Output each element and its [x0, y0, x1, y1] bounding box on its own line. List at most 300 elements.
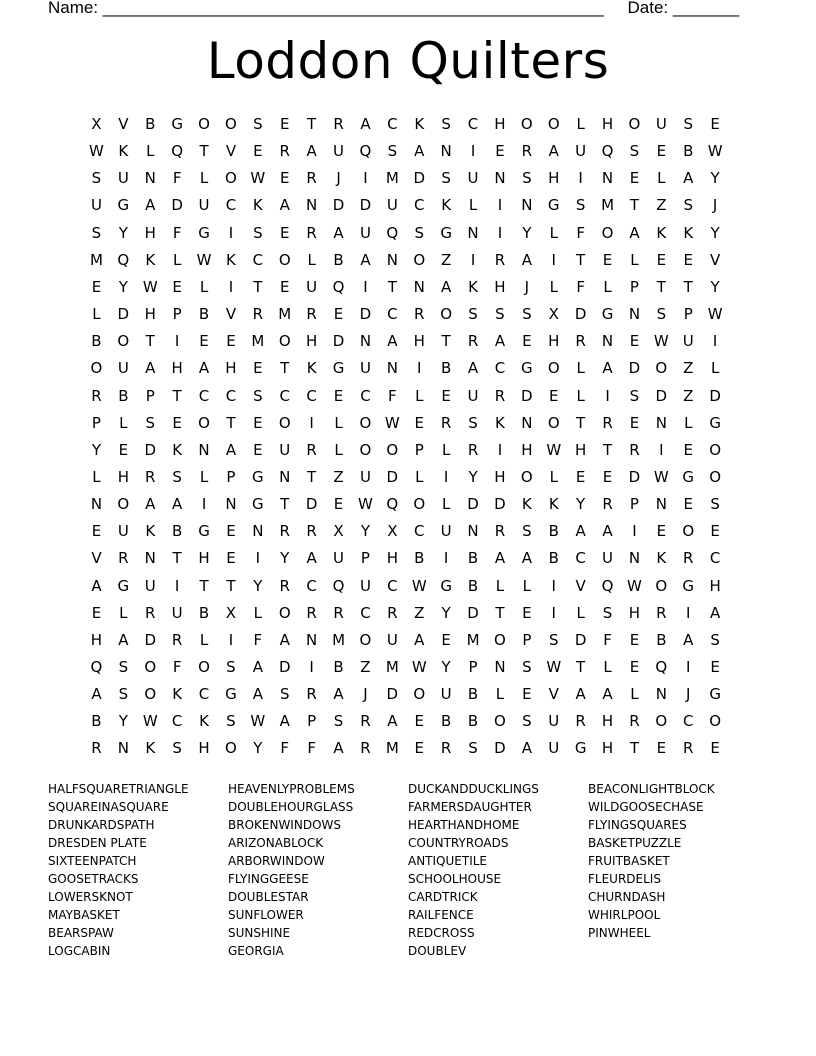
grid-letter: M: [278, 305, 292, 324]
grid-letter: S: [253, 223, 263, 242]
grid-letter: W: [250, 712, 266, 731]
grid-letter: G: [252, 495, 264, 514]
word-column: [48, 780, 228, 960]
grid-letter: L: [684, 413, 693, 432]
grid-letter: E: [280, 115, 290, 133]
grid-letter: W: [627, 576, 642, 595]
grid-letter: I: [174, 332, 180, 351]
grid-letter: S: [602, 603, 613, 622]
grid-letter: E: [280, 277, 290, 296]
grid-letter: A: [467, 359, 479, 378]
grid-letter: E: [656, 739, 667, 758]
grid-letter: L: [576, 386, 585, 405]
grid-letter: Q: [655, 658, 668, 676]
grid-letter: D: [332, 196, 345, 215]
grid-letter: L: [441, 440, 451, 459]
grid-letter: B: [467, 685, 479, 704]
word-list-item: HALFSQUARETRIANGLE: [48, 782, 189, 796]
grid-letter: S: [522, 658, 532, 676]
grid-letter: A: [521, 549, 532, 568]
grid-letter: O: [359, 440, 372, 459]
grid-letter: A: [145, 495, 156, 514]
grid-letter: K: [521, 495, 532, 514]
grid-letter: E: [710, 522, 720, 541]
grid-letter: W: [546, 440, 562, 459]
grid-letter: R: [602, 495, 613, 514]
grid-letter: U: [386, 196, 398, 215]
grid-letter: Y: [118, 223, 128, 242]
grid-letter: L: [119, 603, 128, 622]
grid-letter: A: [91, 685, 102, 704]
grid-letter: O: [144, 685, 157, 704]
grid-letter: E: [226, 332, 236, 351]
grid-letter: L: [172, 250, 182, 269]
grid-letter: L: [468, 196, 478, 215]
word-list-item: SQUAREINASQUARE: [48, 800, 169, 814]
grid-letter: A: [602, 359, 613, 378]
grid-letter: E: [414, 739, 424, 758]
grid-letter: I: [255, 549, 261, 568]
grid-letter: C: [387, 305, 398, 324]
grid-letter: K: [656, 549, 667, 568]
grid-letter: N: [144, 549, 156, 568]
grid-letter: E: [522, 332, 532, 351]
grid-letter: C: [683, 712, 694, 731]
grid-letter: T: [307, 467, 317, 486]
grid-letter: B: [171, 522, 183, 541]
grid-letter: G: [682, 467, 695, 486]
grid-letter: E: [118, 440, 129, 459]
grid-letter: S: [226, 658, 236, 676]
grid-letter: I: [228, 630, 234, 649]
grid-letter: Q: [601, 142, 614, 161]
grid-letter: L: [92, 305, 101, 324]
grid-letter: Q: [117, 250, 130, 269]
word-list-item: BEARSPAW: [48, 926, 114, 940]
grid-letter: B: [656, 630, 667, 649]
grid-letter: E: [629, 658, 640, 676]
grid-letter: O: [547, 359, 560, 378]
grid-letter: N: [144, 169, 156, 188]
grid-letter: O: [413, 250, 426, 269]
grid-letter: Y: [468, 467, 478, 486]
grid-letter: P: [522, 630, 532, 649]
grid-letter: C: [360, 386, 371, 405]
grid-letter: R: [306, 305, 317, 324]
grid-letter: E: [656, 142, 667, 161]
word-list-item: FLEURDELIS: [588, 872, 661, 886]
grid-letter: W: [196, 250, 212, 269]
grid-letter: B: [198, 603, 210, 622]
grid-letter: E: [629, 413, 640, 432]
grid-letter: N: [90, 495, 103, 514]
grid-letter: A: [494, 549, 506, 568]
word-list-item: HEAVENLYPROBLEMS: [228, 782, 355, 796]
grid-letter: O: [117, 332, 130, 351]
grid-letter: C: [387, 576, 398, 595]
grid-letter: E: [253, 359, 263, 378]
grid-letter: H: [601, 712, 614, 731]
grid-letter: L: [522, 576, 532, 595]
grid-letter: A: [145, 196, 156, 215]
grid-letter: O: [440, 305, 453, 324]
grid-letter: D: [494, 739, 506, 758]
grid-letter: O: [494, 712, 506, 731]
grid-letter: D: [467, 603, 479, 622]
grid-letter: O: [386, 440, 399, 459]
word-list-item: BASKETPUZZLE: [588, 836, 682, 850]
grid-letter: D: [709, 386, 721, 405]
grid-letter: U: [90, 196, 102, 215]
grid-letter: E: [602, 467, 613, 486]
grid-letter: T: [280, 359, 290, 378]
grid-letter: O: [494, 630, 506, 649]
grid-letter: X: [548, 305, 559, 324]
grid-letter: B: [91, 332, 102, 351]
grid-letter: G: [440, 576, 452, 595]
grid-letter: A: [575, 685, 586, 704]
word-list-item: SUNSHINE: [228, 926, 291, 940]
grid-letter: A: [306, 142, 317, 161]
grid-letter: S: [253, 115, 263, 133]
grid-letter: I: [686, 658, 691, 676]
grid-letter: T: [576, 250, 586, 269]
grid-letter: A: [225, 440, 237, 459]
grid-letter: P: [307, 712, 317, 731]
word-list-item: SIXTEENPATCH: [48, 854, 137, 868]
grid-letter: N: [440, 142, 452, 161]
grid-letter: U: [440, 685, 452, 704]
grid-letter: F: [253, 630, 263, 649]
grid-letter: U: [386, 630, 398, 649]
grid-letter: S: [118, 685, 129, 704]
grid-letter: K: [656, 223, 667, 242]
grid-letter: T: [253, 277, 263, 296]
grid-letter: S: [683, 196, 693, 215]
grid-letter: K: [414, 115, 425, 133]
grid-letter: E: [549, 386, 559, 405]
grid-letter: U: [359, 576, 371, 595]
grid-letter: K: [468, 277, 478, 296]
grid-letter: C: [306, 386, 317, 405]
grid-letter: E: [333, 305, 344, 324]
grid-letter: O: [225, 739, 237, 758]
grid-letter: B: [333, 658, 344, 676]
grid-letter: C: [575, 549, 586, 568]
grid-letter: W: [250, 169, 266, 188]
grid-letter: M: [89, 250, 103, 269]
grid-letter: Q: [359, 142, 372, 161]
grid-letter: A: [252, 658, 263, 676]
grid-letter: Y: [441, 603, 451, 622]
grid-letter: N: [306, 196, 318, 215]
grid-letter: U: [655, 115, 667, 133]
grid-letter: N: [467, 223, 479, 242]
grid-letter: R: [440, 739, 452, 758]
grid-letter: O: [655, 576, 668, 595]
grid-letter: A: [521, 250, 532, 269]
grid-letter: T: [280, 495, 290, 514]
grid-letter: C: [225, 386, 237, 405]
grid-letter: O: [198, 115, 210, 133]
grid-letter: P: [360, 549, 370, 568]
grid-letter: D: [144, 630, 157, 649]
word-column: [408, 780, 588, 960]
grid-letter: G: [574, 739, 587, 758]
grid-letter: R: [494, 522, 506, 541]
grid-letter: F: [280, 739, 290, 758]
grid-letter: U: [548, 739, 560, 758]
grid-letter: R: [575, 332, 586, 351]
grid-letter: C: [306, 576, 317, 595]
grid-letter: R: [279, 576, 290, 595]
grid-letter: N: [279, 467, 291, 486]
grid-letter: D: [628, 359, 641, 378]
grid-letter: R: [333, 115, 344, 133]
word-list-item: HEARTHANDHOME: [408, 818, 520, 832]
grid-letter: E: [414, 413, 424, 432]
grid-letter: B: [333, 250, 344, 269]
word-list-item: COUNTRYROADS: [408, 836, 509, 850]
grid-letter: S: [441, 115, 451, 133]
grid-letter: Z: [440, 250, 452, 269]
grid-letter: U: [467, 169, 479, 188]
grid-letter: N: [521, 196, 533, 215]
grid-letter: K: [145, 739, 156, 758]
grid-letter: C: [252, 250, 264, 269]
grid-letter: Y: [253, 576, 263, 595]
word-column: [588, 780, 768, 942]
grid-letter: A: [172, 495, 183, 514]
grid-letter: R: [279, 142, 290, 161]
grid-letter: F: [576, 223, 585, 242]
grid-letter: F: [307, 739, 316, 758]
word-list-item: REDCROSS: [408, 926, 475, 940]
grid-letter: S: [118, 658, 129, 676]
grid-letter: A: [683, 169, 694, 188]
grid-letter: S: [522, 712, 532, 731]
word-list-item: MAYBASKET: [48, 908, 120, 922]
grid-letter: R: [494, 386, 506, 405]
grid-letter: H: [548, 332, 560, 351]
grid-letter: B: [548, 522, 559, 541]
grid-letter: Q: [90, 658, 103, 676]
grid-letter: S: [468, 413, 478, 432]
grid-letter: I: [712, 332, 718, 351]
grid-letter: L: [334, 413, 343, 432]
grid-letter: R: [279, 522, 290, 541]
grid-letter: Y: [576, 495, 586, 514]
grid-letter: C: [387, 115, 398, 133]
grid-letter: E: [226, 522, 236, 541]
grid-letter: Y: [253, 739, 263, 758]
word-list-item: GOOSETRACKS: [48, 872, 139, 886]
grid-letter: O: [520, 467, 533, 486]
grid-letter: R: [629, 712, 640, 731]
grid-letter: S: [172, 739, 182, 758]
grid-letter: N: [601, 332, 614, 351]
grid-letter: E: [172, 277, 182, 296]
grid-letter: H: [521, 440, 533, 459]
grid-letter: J: [336, 169, 341, 188]
grid-letter: G: [198, 522, 210, 541]
grid-letter: E: [683, 250, 693, 269]
grid-letter: O: [709, 712, 722, 731]
grid-letter: G: [547, 196, 560, 215]
grid-letter: W: [653, 332, 669, 351]
word-list-item: FLYINGGEESE: [228, 872, 309, 886]
grid-letter: Y: [710, 169, 720, 188]
grid-letter: R: [360, 739, 371, 758]
grid-letter: I: [470, 250, 476, 269]
grid-letter: W: [358, 495, 373, 514]
grid-letter: H: [117, 467, 129, 486]
grid-letter: U: [548, 712, 560, 731]
grid-letter: N: [601, 169, 614, 188]
grid-letter: U: [467, 386, 479, 405]
grid-letter: Y: [710, 223, 720, 242]
word-list-item: CARDTRICK: [408, 890, 478, 904]
grid-letter: P: [145, 386, 155, 405]
grid-letter: D: [521, 386, 533, 405]
grid-letter: O: [278, 332, 291, 351]
grid-letter: U: [279, 440, 291, 459]
grid-letter: N: [386, 250, 398, 269]
grid-letter: A: [333, 685, 344, 704]
grid-letter: D: [278, 658, 291, 676]
grid-letter: E: [172, 413, 182, 432]
grid-letter: F: [172, 658, 182, 676]
grid-letter: S: [468, 739, 478, 758]
grid-letter: N: [413, 277, 425, 296]
grid-letter: N: [306, 630, 318, 649]
grid-letter: M: [385, 658, 399, 676]
grid-letter: R: [145, 603, 156, 622]
grid-letter: L: [92, 467, 101, 486]
grid-letter: K: [683, 223, 694, 242]
grid-letter: L: [576, 603, 585, 622]
grid-letter: T: [629, 196, 640, 215]
grid-letter: P: [629, 277, 639, 296]
grid-letter: O: [601, 223, 614, 242]
word-list-item: FRUITBASKET: [588, 854, 670, 868]
grid-letter: O: [413, 685, 426, 704]
grid-letter: D: [144, 440, 157, 459]
grid-letter: I: [551, 603, 556, 622]
grid-letter: W: [411, 658, 427, 676]
grid-letter: G: [225, 685, 237, 704]
grid-letter: L: [549, 467, 558, 486]
grid-letter: V: [225, 305, 237, 324]
grid-letter: L: [710, 359, 720, 378]
grid-letter: G: [117, 576, 130, 595]
grid-letter: N: [198, 440, 210, 459]
grid-letter: R: [467, 332, 479, 351]
grid-letter: D: [655, 386, 668, 405]
grid-letter: T: [495, 603, 505, 622]
grid-letter: N: [655, 685, 667, 704]
grid-letter: S: [387, 142, 398, 161]
grid-letter: I: [309, 658, 314, 676]
grid-letter: O: [682, 522, 695, 541]
grid-letter: F: [603, 630, 612, 649]
grid-letter: F: [576, 277, 585, 296]
grid-letter: T: [602, 440, 613, 459]
grid-letter: P: [226, 467, 236, 486]
grid-letter: Y: [710, 277, 720, 296]
grid-letter: P: [91, 413, 101, 432]
grid-letter: I: [605, 386, 610, 405]
word-list-item: DOUBLEV: [408, 944, 467, 958]
grid-letter: N: [225, 495, 237, 514]
grid-letter: R: [602, 413, 613, 432]
grid-letter: R: [306, 169, 317, 188]
grid-letter: S: [548, 630, 559, 649]
grid-letter: E: [441, 630, 451, 649]
grid-letter: B: [414, 549, 425, 568]
grid-letter: T: [145, 332, 155, 351]
word-list-item: RAILFENCE: [408, 908, 474, 922]
grid-letter: L: [415, 386, 424, 405]
grid-letter: A: [360, 250, 371, 269]
grid-letter: C: [709, 549, 721, 568]
grid-letter: N: [359, 332, 372, 351]
grid-letter: D: [628, 467, 641, 486]
grid-letter: I: [632, 522, 637, 541]
word-list-item: ARBORWINDOW: [228, 854, 325, 868]
grid-letter: C: [171, 712, 183, 731]
grid-letter: R: [656, 603, 667, 622]
grid-letter: I: [443, 549, 449, 568]
grid-letter: I: [497, 440, 503, 459]
grid-letter: Q: [386, 223, 399, 242]
grid-letter: S: [253, 386, 263, 405]
grid-letter: H: [198, 739, 210, 758]
grid-letter: T: [199, 142, 209, 161]
grid-letter: R: [252, 305, 264, 324]
grid-letter: E: [683, 495, 693, 514]
grid-letter: O: [628, 115, 641, 133]
grid-letter: L: [199, 169, 209, 188]
grid-letter: V: [575, 576, 586, 595]
grid-letter: O: [278, 603, 291, 622]
grid-letter: E: [199, 332, 209, 351]
grid-letter: E: [629, 332, 640, 351]
grid-letter: B: [467, 549, 479, 568]
grid-letter: A: [279, 712, 290, 731]
grid-letter: C: [467, 115, 479, 133]
grid-letter: N: [521, 413, 533, 432]
grid-letter: P: [414, 440, 424, 459]
grid-letter: N: [252, 522, 264, 541]
grid-letter: A: [441, 277, 452, 296]
grid-letter: J: [686, 685, 691, 704]
grid-letter: K: [252, 196, 263, 215]
grid-letter: A: [360, 115, 371, 133]
grid-letter: T: [683, 277, 693, 296]
grid-letter: E: [333, 495, 344, 514]
grid-letter: T: [387, 277, 397, 296]
grid-letter: Q: [171, 142, 184, 161]
grid-letter: H: [225, 359, 237, 378]
grid-letter: O: [709, 440, 722, 459]
grid-letter: A: [387, 332, 398, 351]
grid-letter: N: [655, 413, 667, 432]
grid-letter: S: [333, 712, 344, 731]
grid-letter: L: [603, 277, 612, 296]
page-title: Loddon Quilters: [206, 32, 610, 90]
grid-letter: K: [495, 413, 505, 432]
